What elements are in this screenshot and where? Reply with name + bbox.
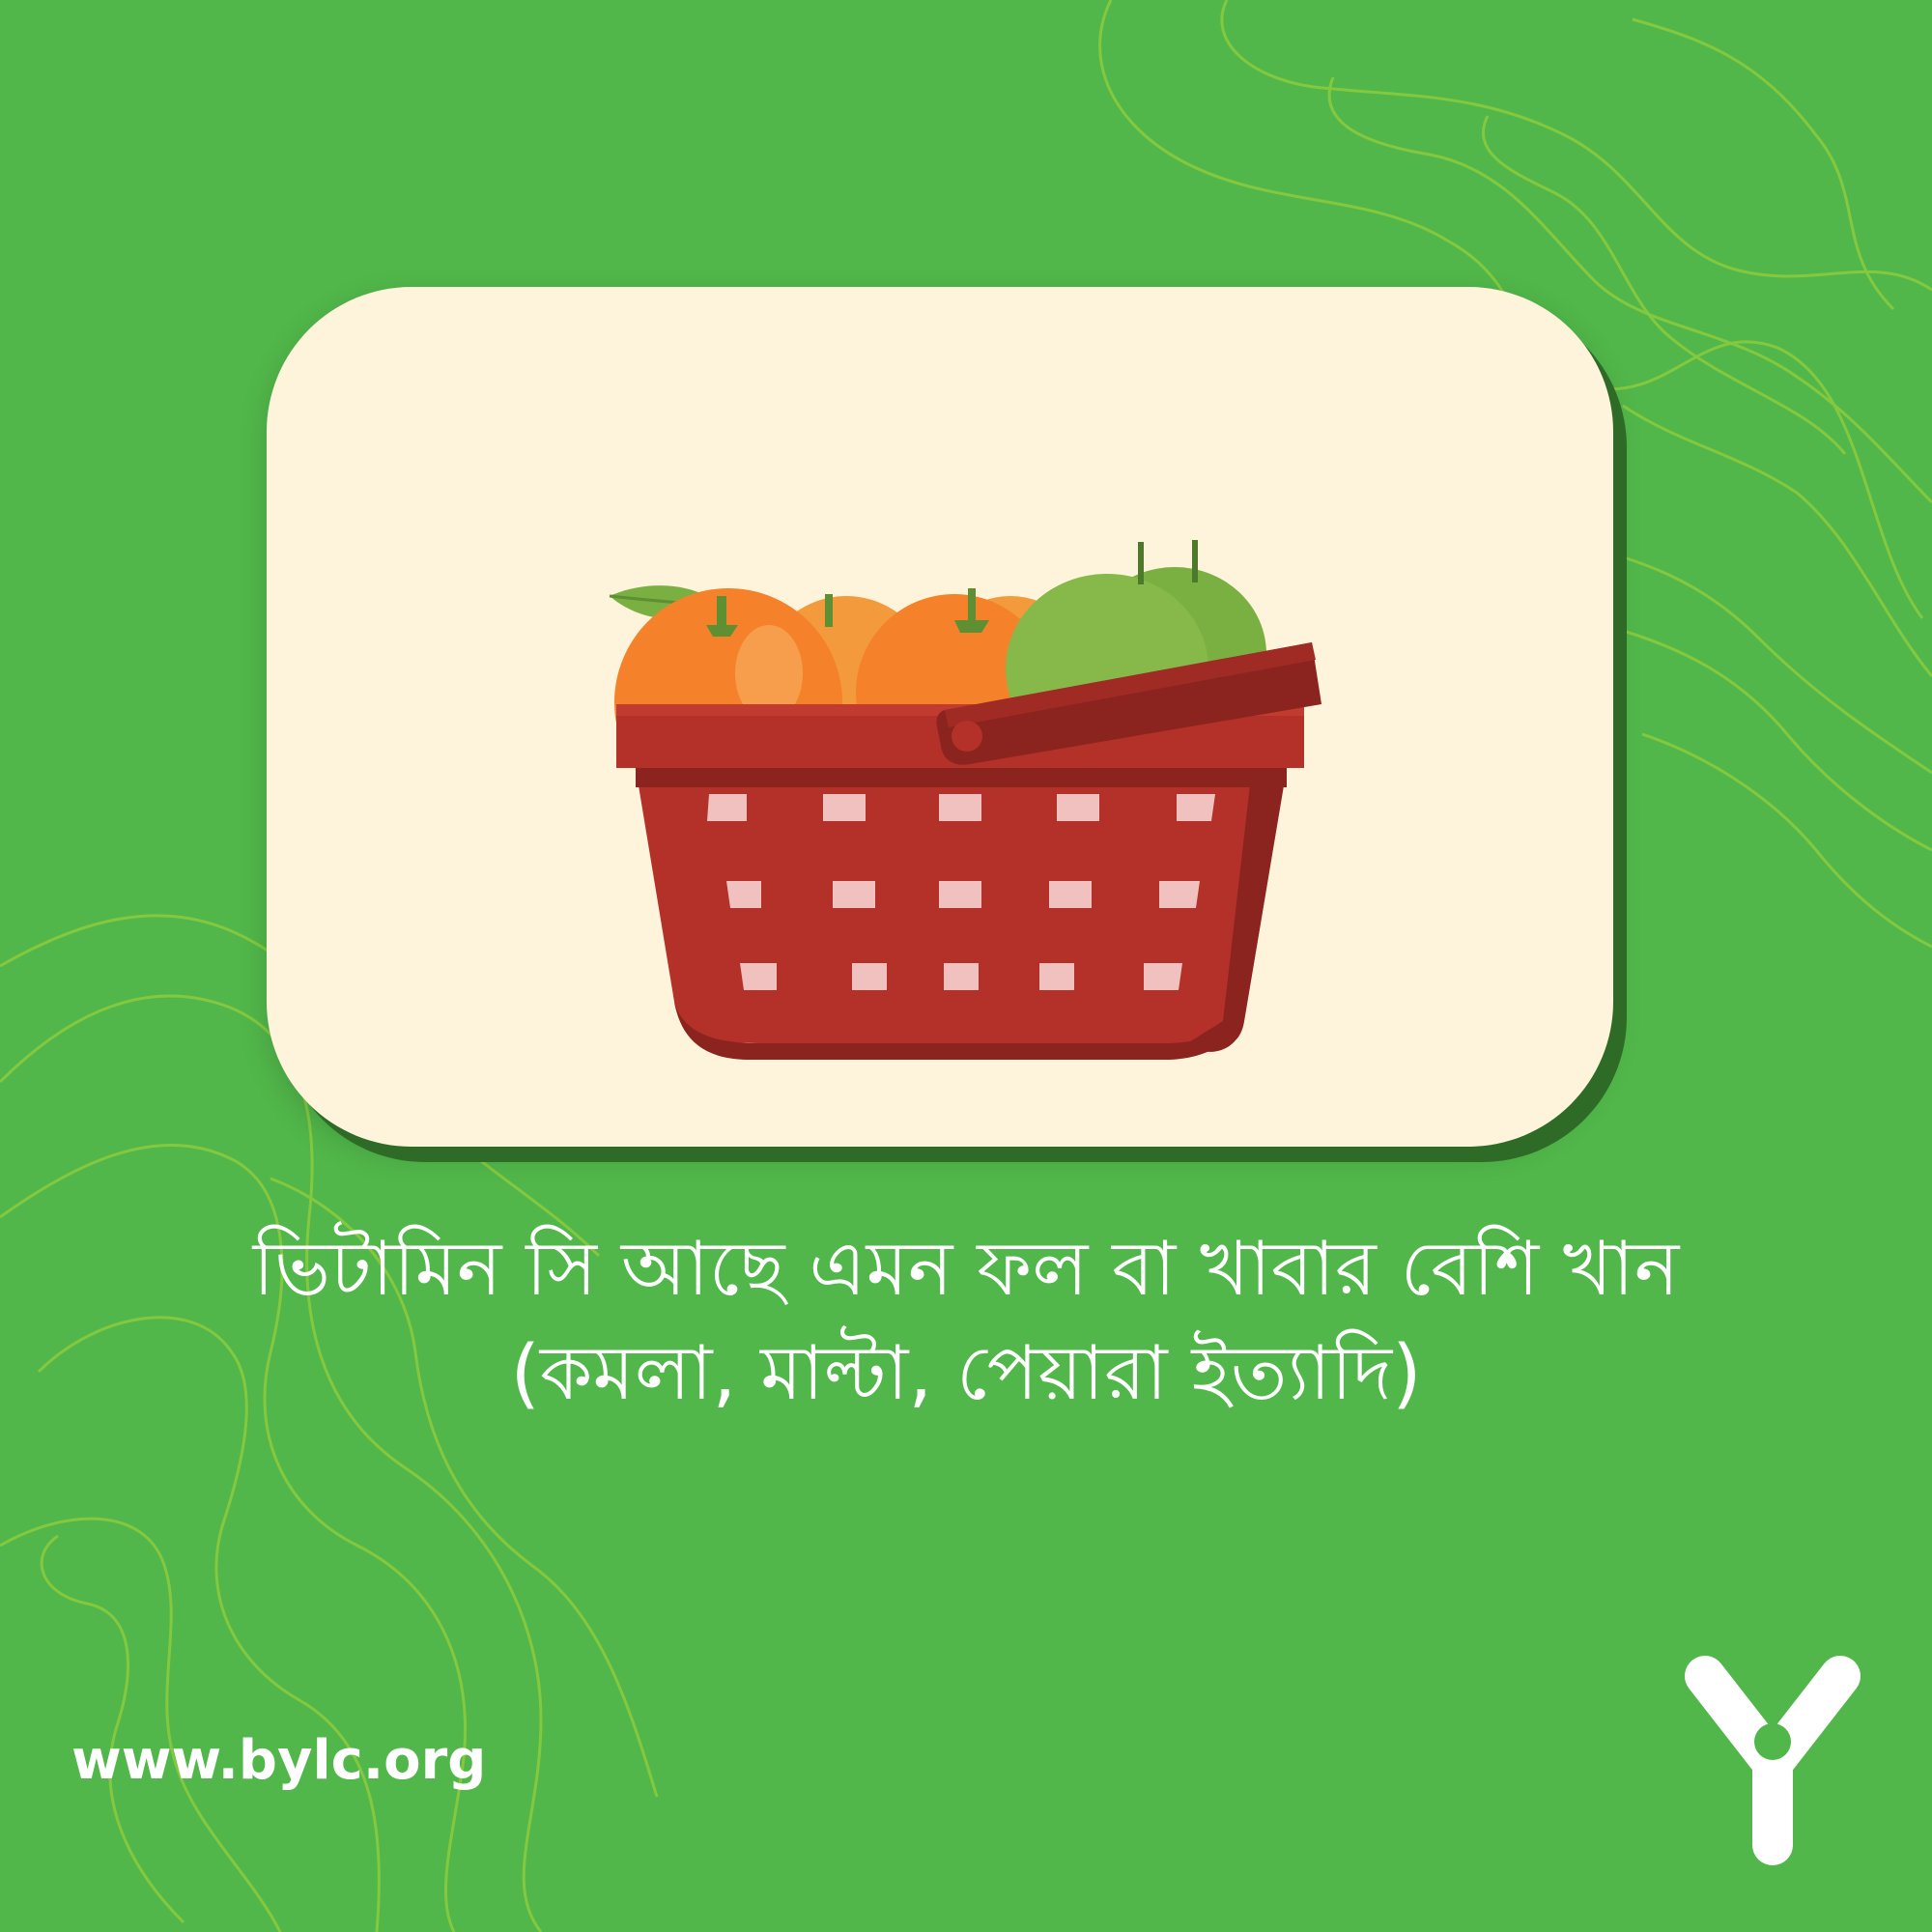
caption-line-1: ভিটামিন সি আছে এমন ফল বা খাবার বেশি খান [252,1226,1680,1313]
caption-line-2: (কমলা, মাল্টা, পেয়ারা ইত্যাদি) [510,1330,1422,1417]
illustration-card [267,287,1613,1147]
fruit-basket-illustration [267,287,1613,1147]
caption-text [97,1217,1835,1426]
handle-rivet [952,721,982,752]
bylc-y-logo-icon [1676,1637,1869,1869]
website-url: www.bylc.org [71,1729,487,1792]
